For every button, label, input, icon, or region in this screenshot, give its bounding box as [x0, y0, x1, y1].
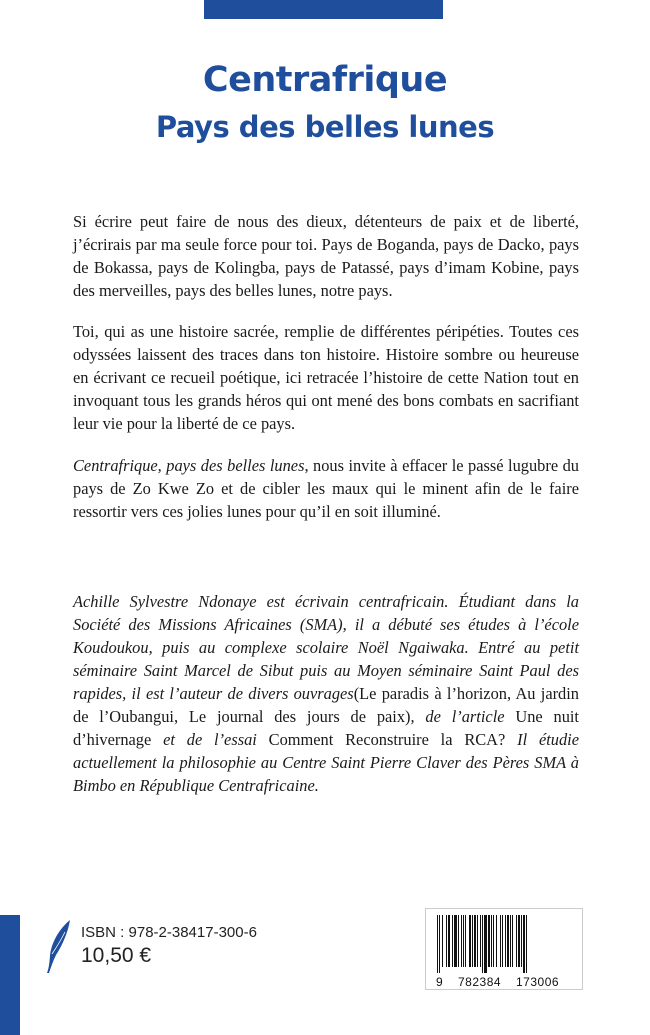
barcode-bar [496, 915, 497, 967]
barcode-bar [474, 915, 476, 967]
barcode-bar [442, 915, 443, 967]
barcode-bar [463, 915, 464, 967]
barcode-bar [439, 915, 440, 973]
barcode-bar [477, 915, 478, 967]
barcode-bar [446, 915, 447, 967]
barcode-digits-right: 173006 [516, 975, 560, 989]
barcode-bar [488, 915, 490, 967]
barcode-bar [505, 915, 506, 967]
book-title: Centrafrique [202, 60, 448, 100]
barcode-bar [523, 915, 525, 973]
barcode-bars [435, 915, 573, 973]
barcode-bar [493, 915, 494, 967]
barcode-bar [480, 915, 481, 967]
barcode-bar [469, 915, 471, 967]
barcode-bar [526, 915, 527, 973]
author-bio-essay-label: et de l’essai [151, 730, 269, 749]
barcode-bar [465, 915, 466, 967]
author-bio-article-label: , de l’article [410, 707, 516, 726]
summary-paragraph-3 [73, 454, 579, 523]
barcode-bar [472, 915, 473, 967]
barcode-bar [510, 915, 511, 967]
isbn-label: ISBN : 978-2-38417-300-6 [81, 924, 257, 941]
barcode-bar [448, 915, 450, 967]
price-label: 10,50 € [81, 944, 152, 967]
top-accent-bar [204, 0, 443, 19]
barcode-bar [461, 915, 462, 967]
barcode-bar [491, 915, 492, 967]
barcode-bar [452, 915, 453, 967]
barcode-bar [437, 915, 438, 973]
book-subtitle: Pays des belles lunes [155, 110, 495, 144]
author-article: Une nuit d’hivernage [73, 707, 579, 749]
author-bio [73, 590, 579, 797]
barcode-bar [521, 915, 522, 967]
barcode-bar [516, 915, 517, 967]
barcode-bar [518, 915, 520, 967]
author-works: (Le paradis à l’horizon, Au jardin de l’Oubangui, Le journal des jours de paix) [73, 684, 579, 726]
barcode-bar [482, 915, 483, 973]
barcode-bar [500, 915, 501, 967]
barcode-bar [454, 915, 457, 967]
author-bio-outro: Il étudie actuellement la philosophie au Centre Saint Pierre Claver des Pères SMA à Bimbo en République Centrafricaine. [73, 730, 579, 795]
book-title-reference: Centrafrique, pays des belles lunes [73, 456, 305, 475]
author-essay: Comment Reconstruire la RCA? [268, 730, 506, 749]
barcode-bar [502, 915, 503, 967]
summary-paragraph-1: Si écrire peut faire de nous des dieux, détenteurs de paix et de liberté, j’écrirais par ma seule force pour toi. Pays de Boganda, pays de Dacko, pays de Bokassa, pays de Kolingba, pays de Patassé, pays d’imam Kobine, pays des merveilles, pays des belles lunes, notre pays. [73, 212, 579, 300]
barcode-bar [507, 915, 509, 967]
bottom-left-accent-bar [0, 915, 20, 1035]
barcode-bar [484, 915, 487, 973]
summary-paragraph-2: Toi, qui as une histoire sacrée, remplie de différentes péripéties. Toutes ces odyssées laissent des traces dans ton histoire. Histoire sombre ou heureuse en écrivant ce recueil poétique, ici retracée l’histoire de cette Nation tout en invoquant tous les grands héros qui ont mené des bons combats en sacrifiant leur vie pour la liberté de ce pays. [73, 322, 579, 433]
barcode-bar [512, 915, 513, 967]
barcode-bar [458, 915, 459, 967]
barcode-digits-left: 782384 [458, 975, 502, 989]
quill-feather-icon [44, 918, 74, 974]
summary-paragraph-3-text: , nous invite à effacer le passé lugubre du pays de Zo Kwe Zo et de cibler les maux qui le minent afin de le faire ressortir vers ces jolies lunes pour qu’il en soit illuminé. [73, 456, 579, 521]
author-bio-intro: Achille Sylvestre Ndonaye est écrivain centrafricain. Étudiant dans la Société des Missions Africaines (SMA), il a débuté ses études à l’école Koudoukou, puis au complexe scolaire Noël Ngaiwaka. Entré au petit séminaire Saint Marcel de Sibut puis au Moyen séminaire Saint Paul des rapides, il est l’auteur de divers ouvrages [73, 592, 579, 703]
barcode [425, 908, 583, 990]
barcode-digit-prefix: 9 [436, 975, 444, 989]
